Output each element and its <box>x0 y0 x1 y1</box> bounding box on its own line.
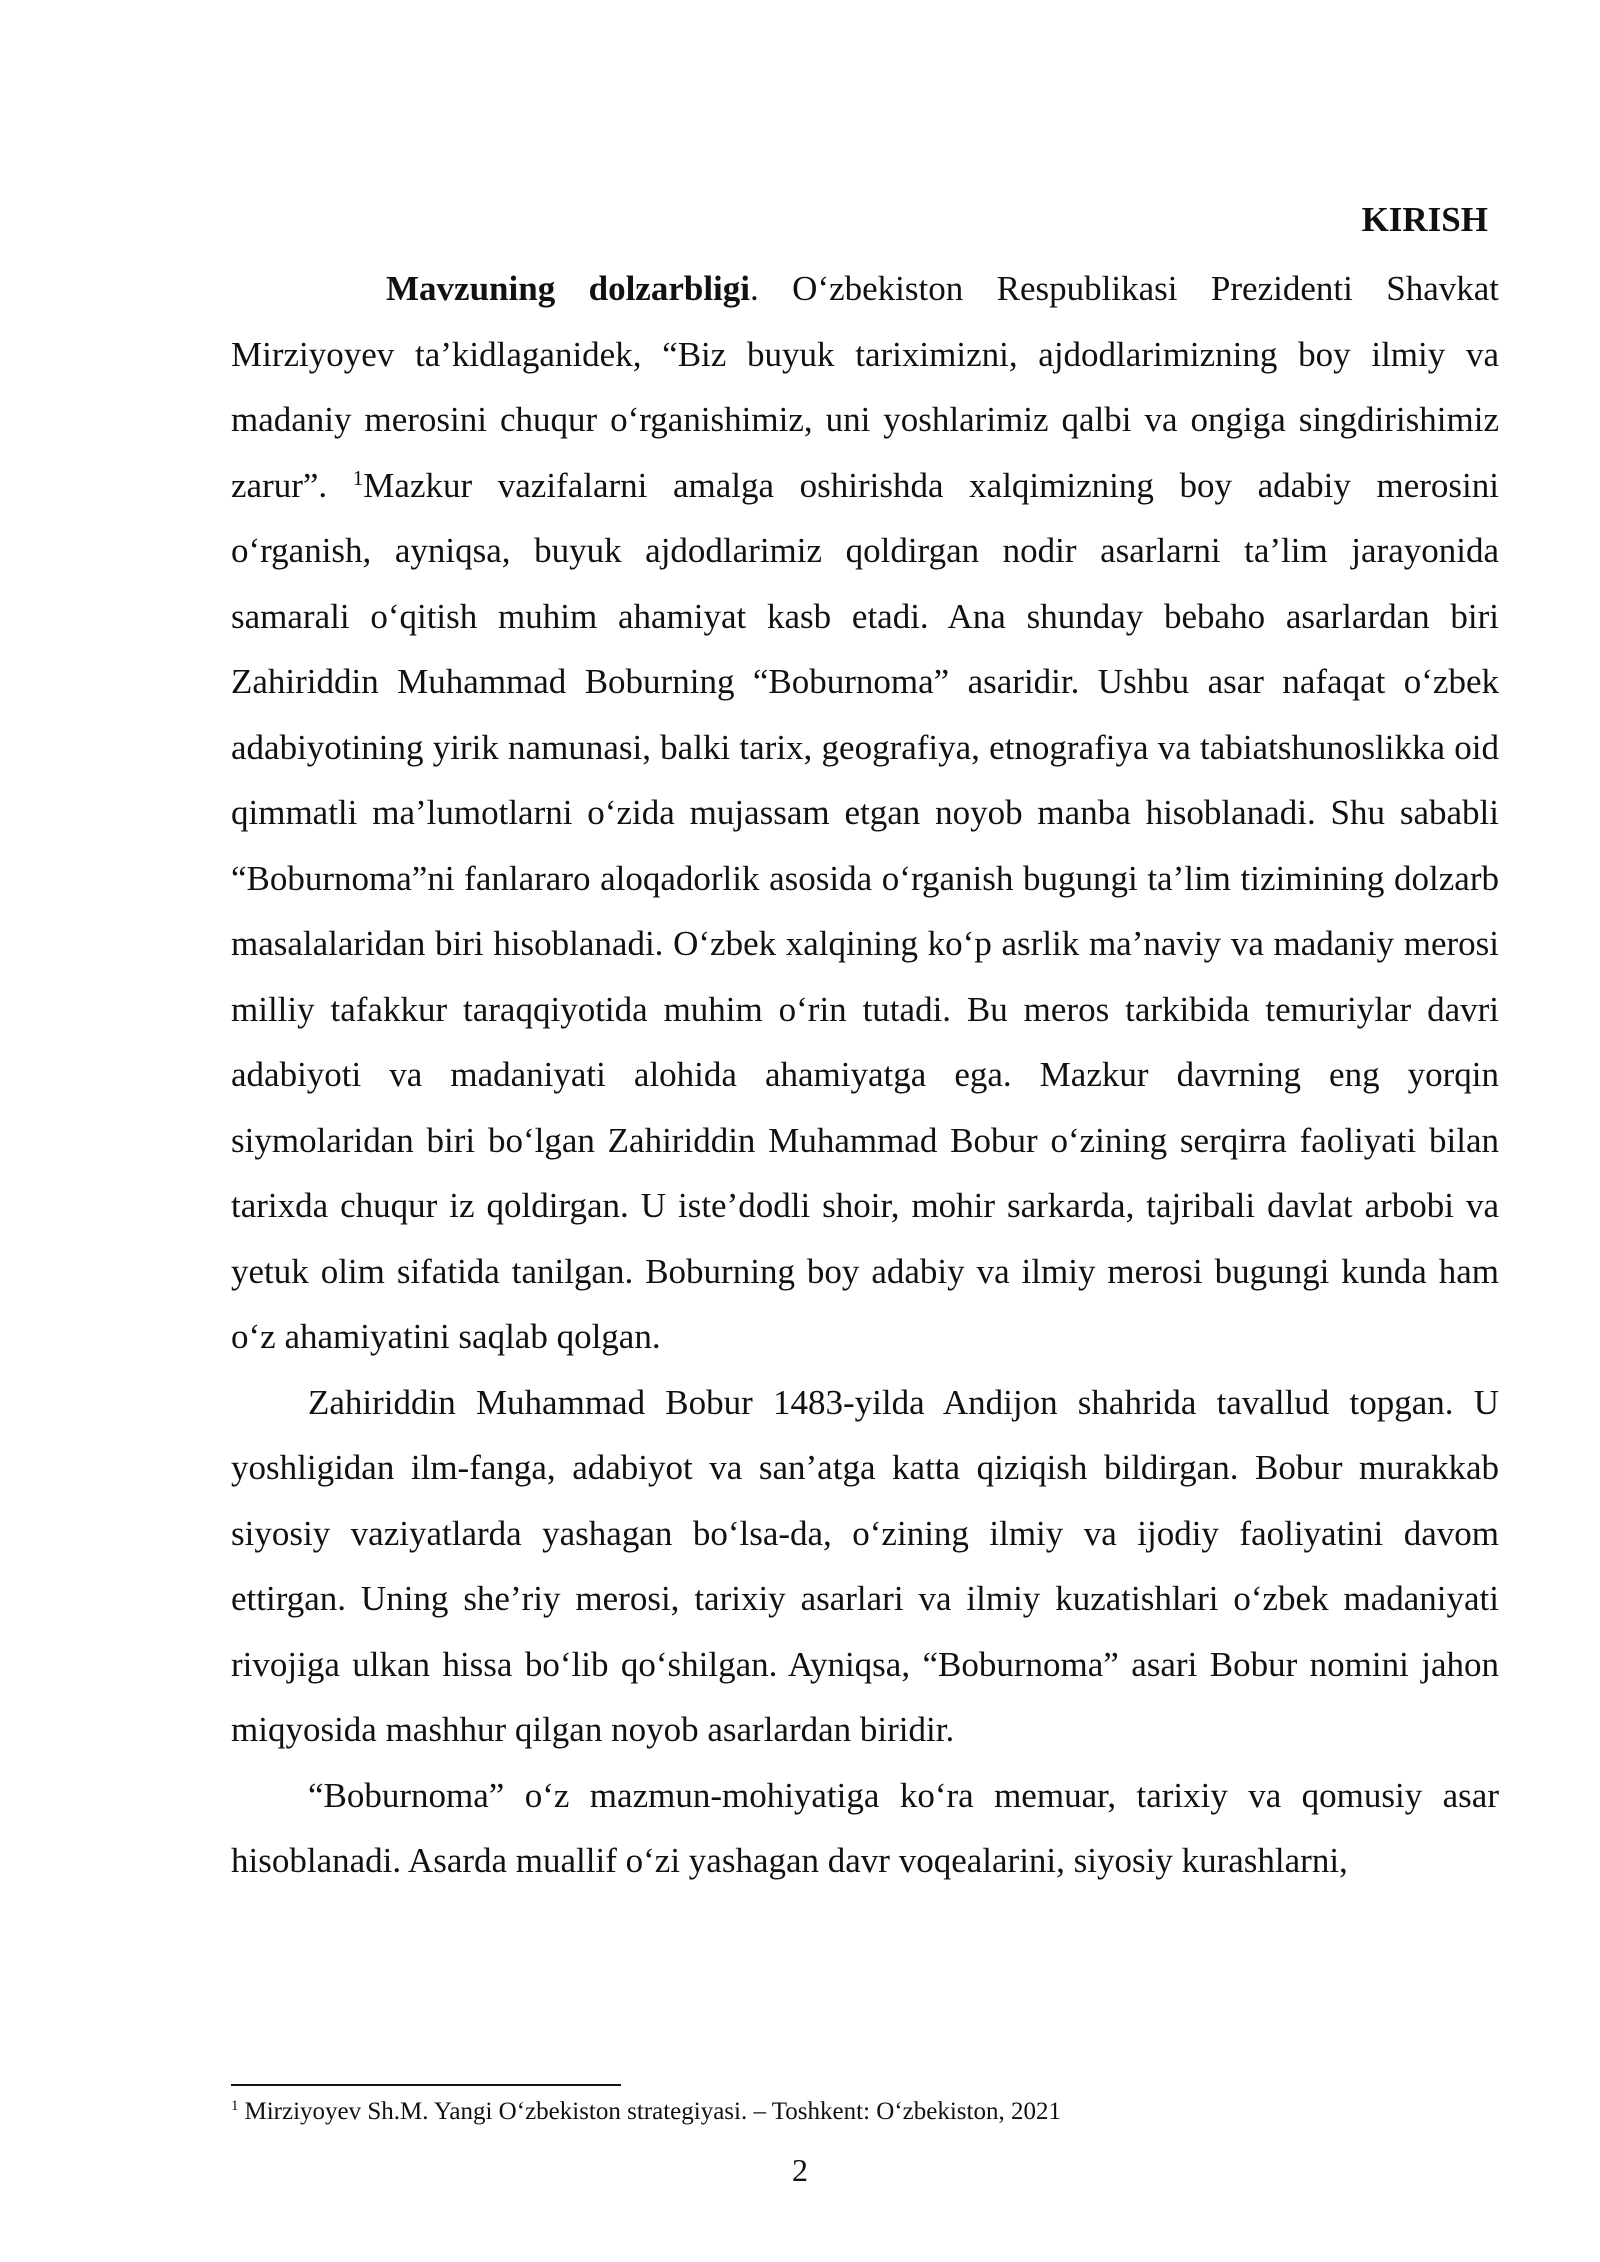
footnote-reference: 1 <box>352 465 364 490</box>
page-number: 2 <box>792 2152 808 2188</box>
body-text <box>231 256 1499 1894</box>
footnote-separator <box>231 2084 621 2086</box>
paragraph-bobur-biography: Zahiriddin Muhammad Bobur 1483-yilda Andijon shahrida tavallud topgan. U yoshligidan ilm-fanga, adabiyot va san’atga katta qiziqish bildirgan. Bobur murakkab siyosiy vaziyatlarda yashagan bo‘lsa-da, o‘zining ilmiy va ijodiy faoliyatini davom ettirgan. Uning she’riy merosi, tarixiy asarlari va ilmiy kuzatishlari o‘zbek madaniyati rivojiga ulkan hissa bo‘lib qo‘shilgan. Ayniqsa, “Boburnoma” asari Bobur nomini jahon miqyosida mashhur qilgan noyob asarlardan biridir. <box>231 1382 1499 1749</box>
footnote <box>231 2096 1499 2128</box>
page-heading: KIRISH <box>1361 200 1488 239</box>
paragraph-text-part: . O‘zbekiston Respublikasi Prezidenti Shavkat Mirziyoyev ta’kidlaganidek, “Biz buyuk tariximizni, ajdodlarimizning boy ilmiy va madaniy merosini chuqur o‘rganishimiz, uni yoshlarimiz qalbi va ongiga singdirishimiz zarur”. <box>231 269 1499 505</box>
footnote-text: Mirziyoyev Sh.M. Yangi O‘zbekiston strategiyasi. – Toshkent: O‘zbekiston, 2021 <box>244 2098 1061 2125</box>
paragraph-relevance <box>231 256 1499 1370</box>
paragraph-boburnoma: “Boburnoma” o‘z mazmun-mohiyatiga ko‘ra memuar, tarixiy va qomusiy asar hisoblanadi. Asarda muallif o‘zi yashagan davr voqealarini, siyosiy kurashlarni, <box>231 1775 1499 1880</box>
relevance-lead: Mavzuning dolzarbligi <box>386 269 751 308</box>
footnote-marker: 1 <box>231 2098 239 2114</box>
paragraph-text-part: Mazkur vazifalarni amalga oshirishda xalqimizning boy adabiy merosini o‘rganish, ayniqsa, buyuk ajdodlarimiz qoldirgan nodir asarlarni ta’lim jarayonida samarali o‘qitish muhim ahamiyat kasb etadi. Ana shunday bebaho asarlardan biri Zahiriddin Muhammad Boburning “Boburnoma” asaridir. Ushbu asar nafaqat o‘zbek adabiyotining yirik namunasi, balki tarix, geografiya, etnografiya va tabiatshunoslikka oid qimmatli ma’lumotlarni o‘zida mujassam etgan noyob manba hisoblanadi. Shu sababli “Boburnoma”ni fanlararo aloqadorlik asosida o‘rganish bugungi ta’lim tizimining dolzarb masalalaridan biri hisoblanadi. O‘zbek xalqining ko‘p asrlik ma’naviy va madaniy merosi milliy tafakkur taraqqiyotida muhim o‘rin tutadi. Bu meros tarkibida temuriylar davri adabiyoti va madaniyati alohida ahamiyatga ega. Mazkur davrning eng yorqin siymolaridan biri bo‘lgan Zahiriddin Muhammad Bobur o‘zining serqirra faoliyati bilan tarixda chuqur iz qoldirgan. U iste’dodli shoir, mohir sarkarda, tajribali davlat arbobi va yetuk olim sifatida tanilgan. Boburning boy adabiy va ilmiy merosi bugungi kunda ham o‘z ahamiyatini saqlab qolgan. <box>231 465 1499 1356</box>
